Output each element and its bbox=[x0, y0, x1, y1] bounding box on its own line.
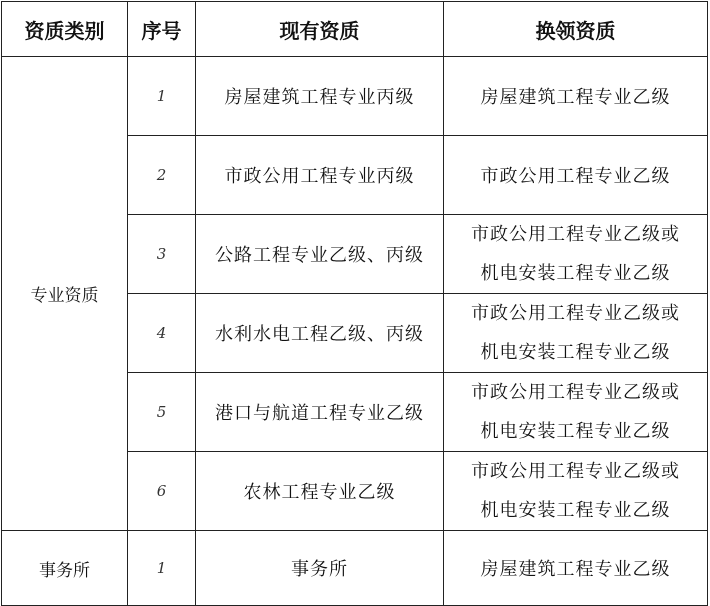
renewed-line: 市政公用工程专业乙级或 bbox=[471, 461, 680, 482]
header-current: 现有资质 bbox=[196, 2, 444, 57]
renewed-line: 机电安装工程专业乙级 bbox=[480, 421, 671, 442]
table-row bbox=[2, 57, 708, 136]
current-qualification: 事务所 bbox=[196, 531, 444, 606]
row-number: 1 bbox=[128, 57, 196, 136]
row-number: 5 bbox=[128, 373, 196, 452]
current-qualification: 水利水电工程乙级、丙级 bbox=[196, 294, 444, 373]
renewed-line: 机电安装工程专业乙级 bbox=[480, 500, 671, 521]
qualification-table bbox=[1, 1, 708, 606]
renewed-qualification bbox=[444, 294, 708, 373]
renewed-qualification: 房屋建筑工程专业乙级 bbox=[444, 57, 708, 136]
renewed-line: 机电安装工程专业乙级 bbox=[480, 263, 671, 284]
header-number: 序号 bbox=[128, 2, 196, 57]
renewed-qualification: 房屋建筑工程专业乙级 bbox=[444, 531, 708, 606]
renewed-line: 机电安装工程专业乙级 bbox=[480, 342, 671, 363]
renewed-line: 市政公用工程专业乙级或 bbox=[471, 382, 680, 403]
category-cell: 事务所 bbox=[2, 531, 128, 606]
renewed-qualification bbox=[444, 373, 708, 452]
current-qualification: 市政公用工程专业丙级 bbox=[196, 136, 444, 215]
header-renewed: 换领资质 bbox=[444, 2, 708, 57]
header-row bbox=[2, 2, 708, 57]
category-cell: 专业资质 bbox=[2, 57, 128, 531]
row-number: 4 bbox=[128, 294, 196, 373]
renewed-line: 市政公用工程专业乙级或 bbox=[471, 303, 680, 324]
current-qualification: 房屋建筑工程专业丙级 bbox=[196, 57, 444, 136]
row-number: 3 bbox=[128, 215, 196, 294]
row-number: 1 bbox=[128, 531, 196, 606]
current-qualification: 港口与航道工程专业乙级 bbox=[196, 373, 444, 452]
row-number: 2 bbox=[128, 136, 196, 215]
renewed-qualification bbox=[444, 215, 708, 294]
renewed-line: 市政公用工程专业乙级或 bbox=[471, 224, 680, 245]
renewed-qualification bbox=[444, 452, 708, 531]
renewed-qualification: 市政公用工程专业乙级 bbox=[444, 136, 708, 215]
table-row bbox=[2, 531, 708, 606]
header-category: 资质类别 bbox=[2, 2, 128, 57]
current-qualification: 公路工程专业乙级、丙级 bbox=[196, 215, 444, 294]
current-qualification: 农林工程专业乙级 bbox=[196, 452, 444, 531]
row-number: 6 bbox=[128, 452, 196, 531]
